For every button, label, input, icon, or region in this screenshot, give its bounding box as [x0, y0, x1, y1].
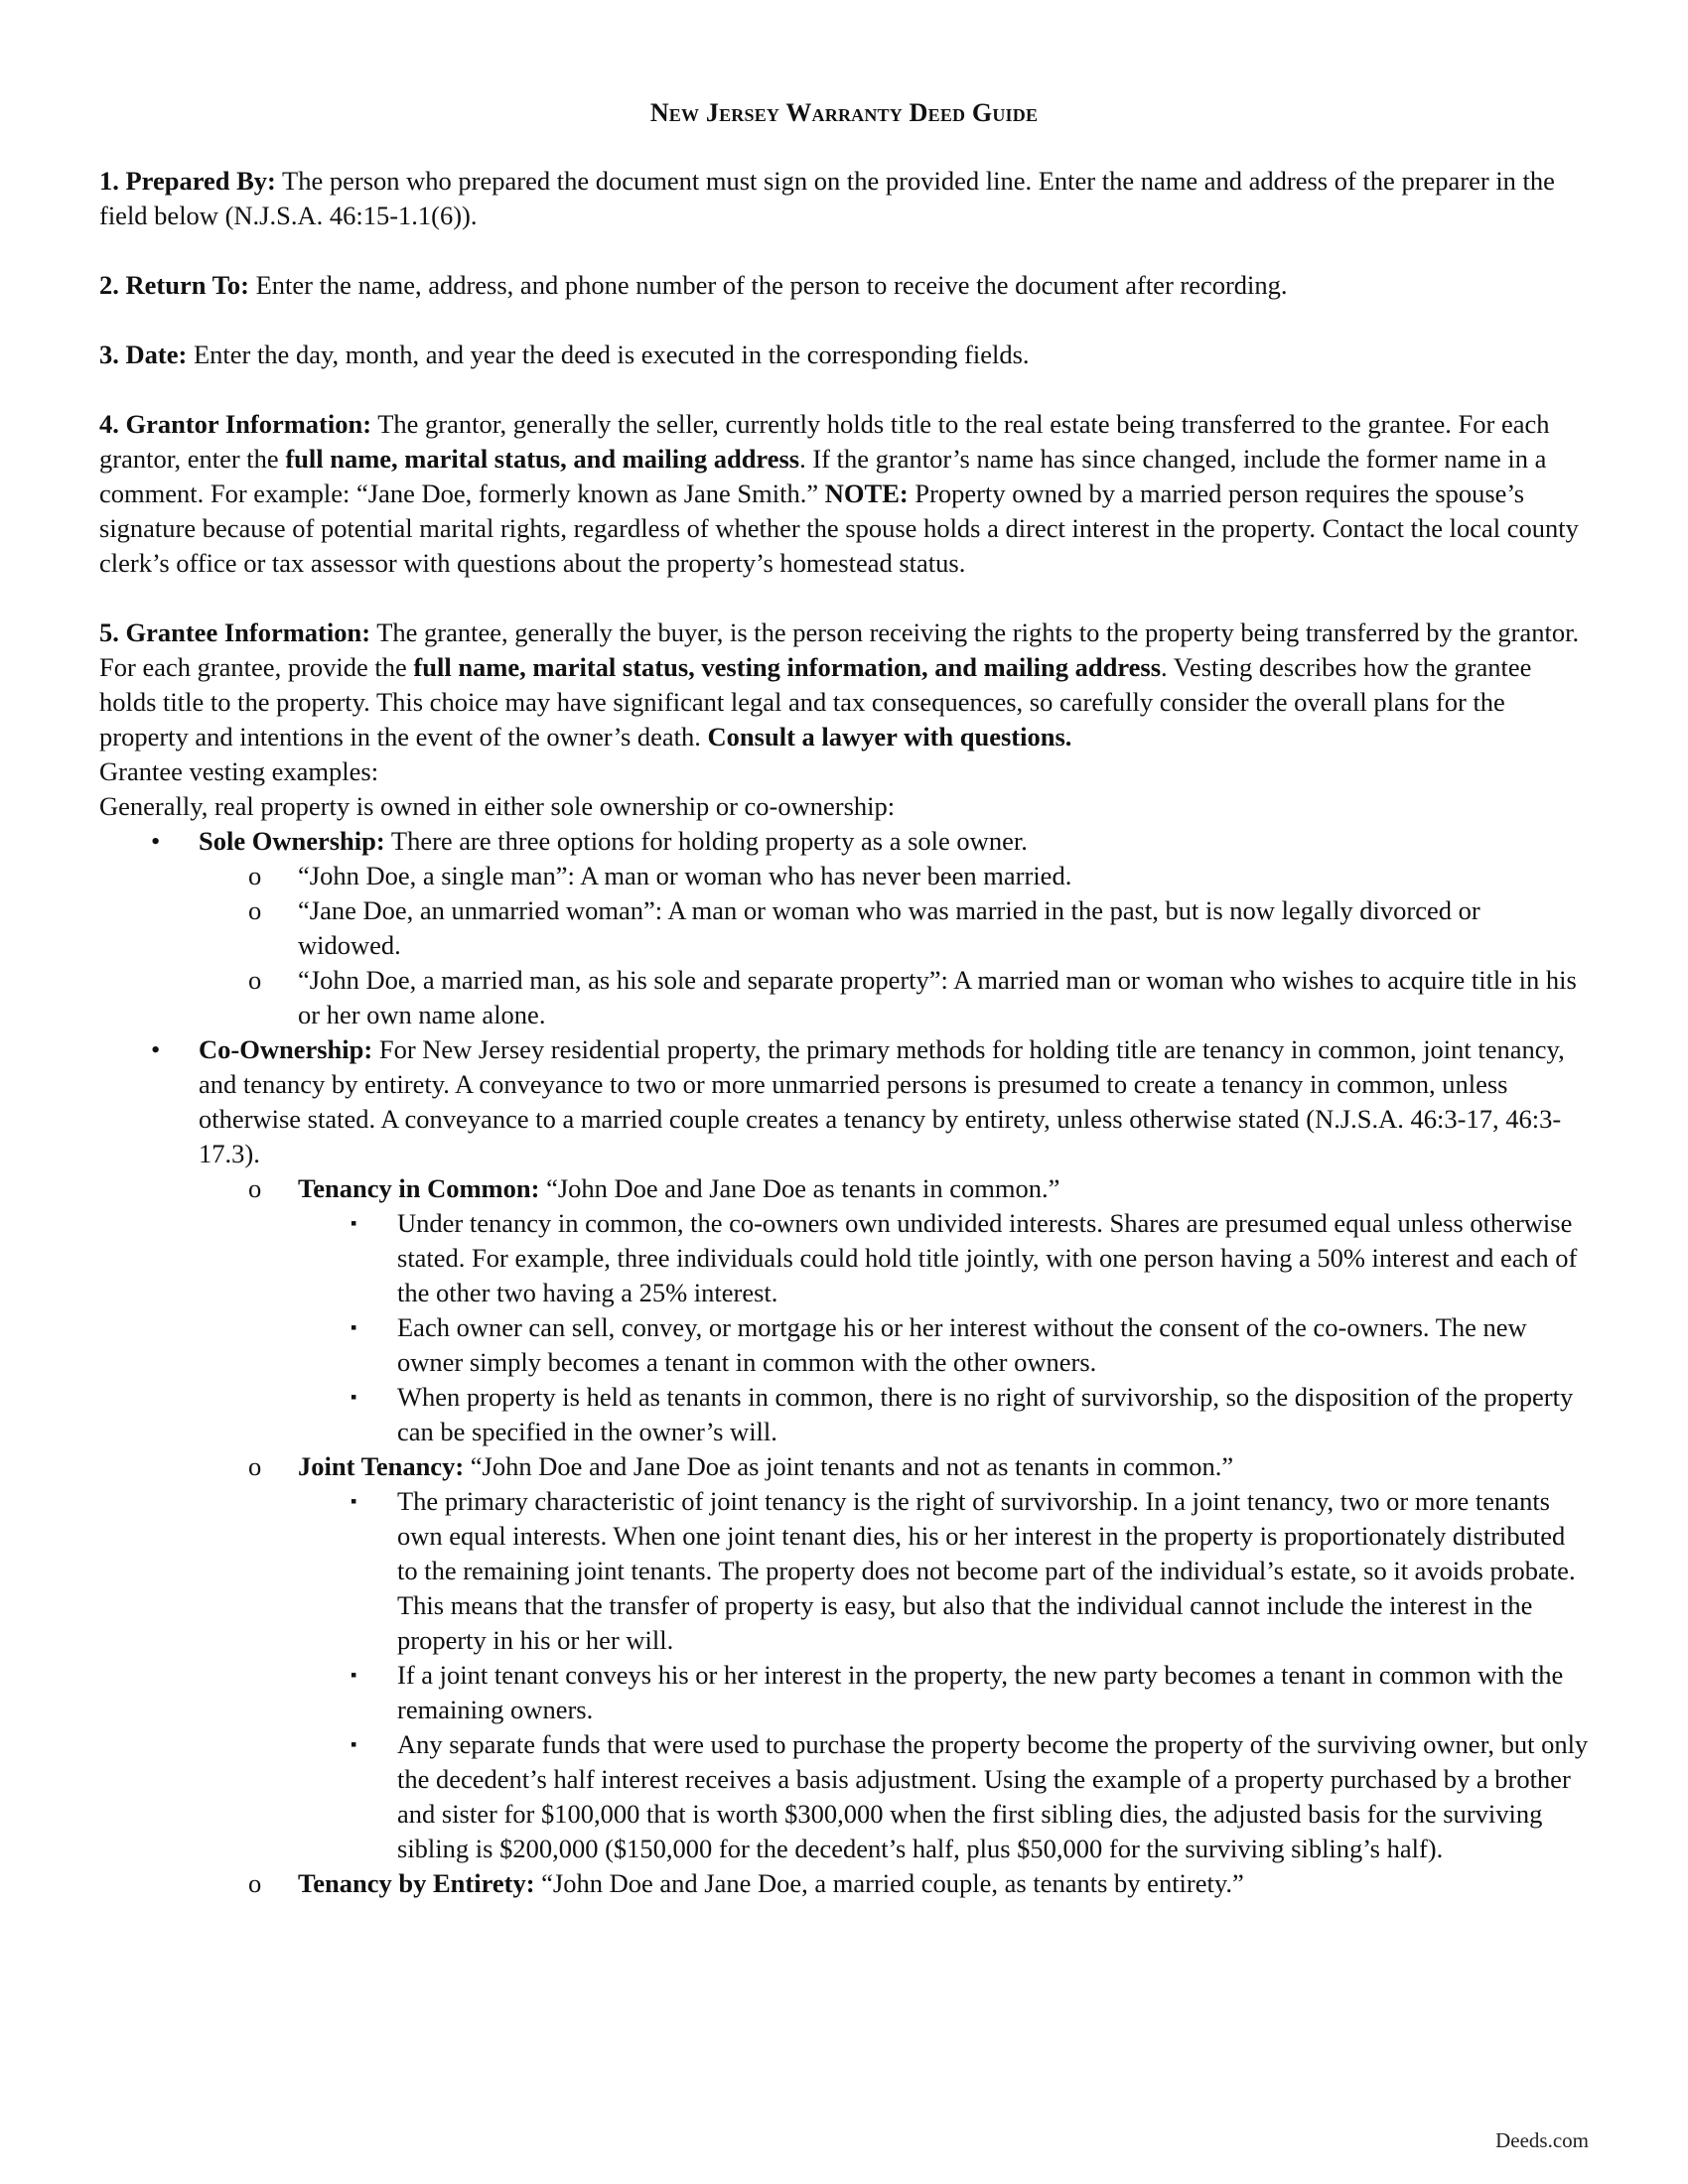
section-text: . If the grantor’s name has since changed, include the former name in a comment. For example: “Jane Doe, formerly known as Jane Smith.” — [99, 444, 1547, 508]
section-label: 1. Prepared By: — [99, 166, 276, 196]
section-prepared-by — [99, 164, 1589, 233]
section-text: The grantor, generally the seller, currently holds title to the real estate being transferred to the grantee. For each grantor, enter the — [99, 409, 1550, 474]
emphasis-text: full name, marital status, vesting information, and mailing address — [413, 652, 1162, 682]
list-item-tenancy-by-entirety — [99, 1866, 1589, 1901]
section-label: 2. Return To: — [99, 270, 249, 300]
list-item-tenancy-in-common — [99, 1171, 1589, 1449]
item-text: If a joint tenant conveys his or her interest in the property, the new party becomes a tenant in common with the remaining owners. — [397, 1660, 1564, 1724]
square-marker: ▪ — [351, 1734, 357, 1754]
circle-marker: o — [248, 1451, 262, 1481]
tenancy-in-common-details — [99, 1206, 1589, 1449]
item-label: Tenancy in Common: — [298, 1173, 540, 1203]
page-title: New Jersey Warranty Deed Guide — [649, 98, 1039, 127]
section-text: Property owned by a married person requires the spouse’s signature because of potential marital rights, regardless of whether the spouse holds a direct interest in the property. Contact the local county clerk’s office or tax assessor with questions about the property’s homestead status. — [99, 478, 1579, 578]
vesting-examples-heading: Grantee vesting examples: — [99, 756, 379, 786]
emphasis-text: full name, marital status, and mailing address — [285, 444, 800, 474]
list-item — [99, 963, 1589, 1032]
bullet-marker: • — [151, 826, 161, 856]
section-grantor-information — [99, 407, 1589, 581]
circle-marker: o — [248, 1173, 262, 1203]
list-item — [99, 859, 1589, 893]
square-marker: ▪ — [351, 1665, 357, 1685]
square-marker: ▪ — [351, 1387, 357, 1407]
item-text: “John Doe and Jane Doe as tenants in common.” — [539, 1173, 1060, 1203]
note-label: NOTE: — [824, 478, 909, 508]
list-item — [99, 893, 1589, 963]
emphasis-text: Consult a lawyer with questions. — [707, 722, 1072, 751]
section-grantee-information — [99, 615, 1589, 754]
section-label: 5. Grantee Information: — [99, 617, 371, 647]
list-item-sole-ownership — [99, 824, 1589, 1032]
vesting-examples-intro: Generally, real property is owned in either sole ownership or co-ownership: — [99, 791, 896, 821]
section-text: The person who prepared the document must sign on the provided line. Enter the name and address of the preparer in the field below (N.J.S.A. 46:15-1.1(6)). — [99, 166, 1555, 230]
item-text: When property is held as tenants in common, there is no right of survivorship, so the disposition of the property can be specified in the owner’s will. — [397, 1382, 1574, 1446]
item-label: Co-Ownership: — [199, 1034, 373, 1064]
item-text: The primary characteristic of joint tenancy is the right of survivorship. In a joint tenancy, two or more tenants own equal interests. When one joint tenant dies, his or her interest in the property is proportionately distributed to the remaining joint tenants. The property does not become part of the individual’s estate, so it avoids probate. This means that the transfer of property is easy, but also that the individual cannot include the interest in the property in his or her will. — [397, 1486, 1576, 1655]
section-text: The grantee, generally the buyer, is the person receiving the rights to the property being transferred by the grantor. For each grantee, provide the — [99, 617, 1580, 682]
section-text: Enter the day, month, and year the deed is executed in the corresponding fields. — [187, 340, 1030, 369]
ownership-list — [99, 824, 1589, 1901]
item-text: For New Jersey residential property, the primary methods for holding title are tenancy in common, joint tenancy, and tenancy by entirety. A conveyance to two or more unmarried persons is presumed to create a tenancy in common, unless otherwise stated. A conveyance to a married couple creates a tenancy by entirety, unless otherwise stated (N.J.S.A. 46:3-17, 46:3-17.3). — [199, 1034, 1565, 1168]
item-text: Any separate funds that were used to purchase the property become the property of the surviving owner, but only the decedent’s half interest receives a basis adjustment. Using the example of a property purchased by a brother and sister for $100,000 that is worth $300,000 when the first sibling dies, the adjusted basis for the surviving sibling is $200,000 ($150,000 for the decedent’s half, plus $50,000 for the surviving sibling’s half). — [397, 1729, 1589, 1863]
list-item — [99, 1658, 1589, 1727]
item-label: Sole Ownership: — [199, 826, 385, 856]
list-item — [99, 1206, 1589, 1310]
circle-marker: o — [248, 1868, 262, 1898]
list-item — [99, 1727, 1589, 1866]
bullet-marker: • — [151, 1034, 161, 1064]
list-item — [99, 1310, 1589, 1380]
circle-marker: o — [248, 861, 262, 890]
section-text: . Vesting describes how the grantee holds title to the property. This choice may have significant legal and tax consequences, so carefully consider the overall plans for the property and intentions in the event of the owner’s death. — [99, 652, 1532, 751]
item-label: Joint Tenancy: — [298, 1451, 465, 1481]
section-return-to — [99, 268, 1589, 303]
item-label: Tenancy by Entirety: — [298, 1868, 535, 1898]
circle-marker: o — [248, 895, 262, 925]
item-text: “Jane Doe, an unmarried woman”: A man or woman who was married in the past, but is now legally divorced or widowed. — [298, 895, 1480, 960]
item-text: “John Doe and Jane Doe as joint tenants and not as tenants in common.” — [464, 1451, 1234, 1481]
item-text: “John Doe and Jane Doe, a married couple, as tenants by entirety.” — [534, 1868, 1244, 1898]
sole-ownership-options — [99, 859, 1589, 1032]
section-label: 3. Date: — [99, 340, 188, 369]
circle-marker: o — [248, 965, 262, 995]
section-text: Enter the name, address, and phone number of the person to receive the document after recording. — [248, 270, 1288, 300]
square-marker: ▪ — [351, 1491, 357, 1511]
item-text: There are three options for holding property as a sole owner. — [384, 826, 1028, 856]
section-label: 4. Grantor Information: — [99, 409, 372, 439]
footer-brand: Deeds.com — [1495, 2128, 1589, 2152]
item-text: Under tenancy in common, the co-owners own undivided interests. Shares are presumed equal unless otherwise stated. For example, three individuals could hold title jointly, with one person having a 50% interest and each of the other two having a 25% interest. — [397, 1208, 1578, 1307]
list-item — [99, 1380, 1589, 1449]
square-marker: ▪ — [351, 1213, 357, 1233]
list-item — [99, 1484, 1589, 1658]
item-text: “John Doe, a married man, as his sole and separate property”: A married man or woman who wishes to acquire title in his or her own name alone. — [298, 965, 1577, 1029]
co-ownership-options — [99, 1171, 1589, 1901]
section-date — [99, 338, 1589, 372]
joint-tenancy-details — [99, 1484, 1589, 1866]
list-item-co-ownership — [99, 1032, 1589, 1901]
item-text: Each owner can sell, convey, or mortgage his or her interest without the consent of the co-owners. The new owner simply becomes a tenant in common with the other owners. — [397, 1312, 1527, 1377]
list-item-joint-tenancy — [99, 1449, 1589, 1866]
square-marker: ▪ — [351, 1317, 357, 1337]
item-text: “John Doe, a single man”: A man or woman who has never been married. — [298, 861, 1072, 890]
